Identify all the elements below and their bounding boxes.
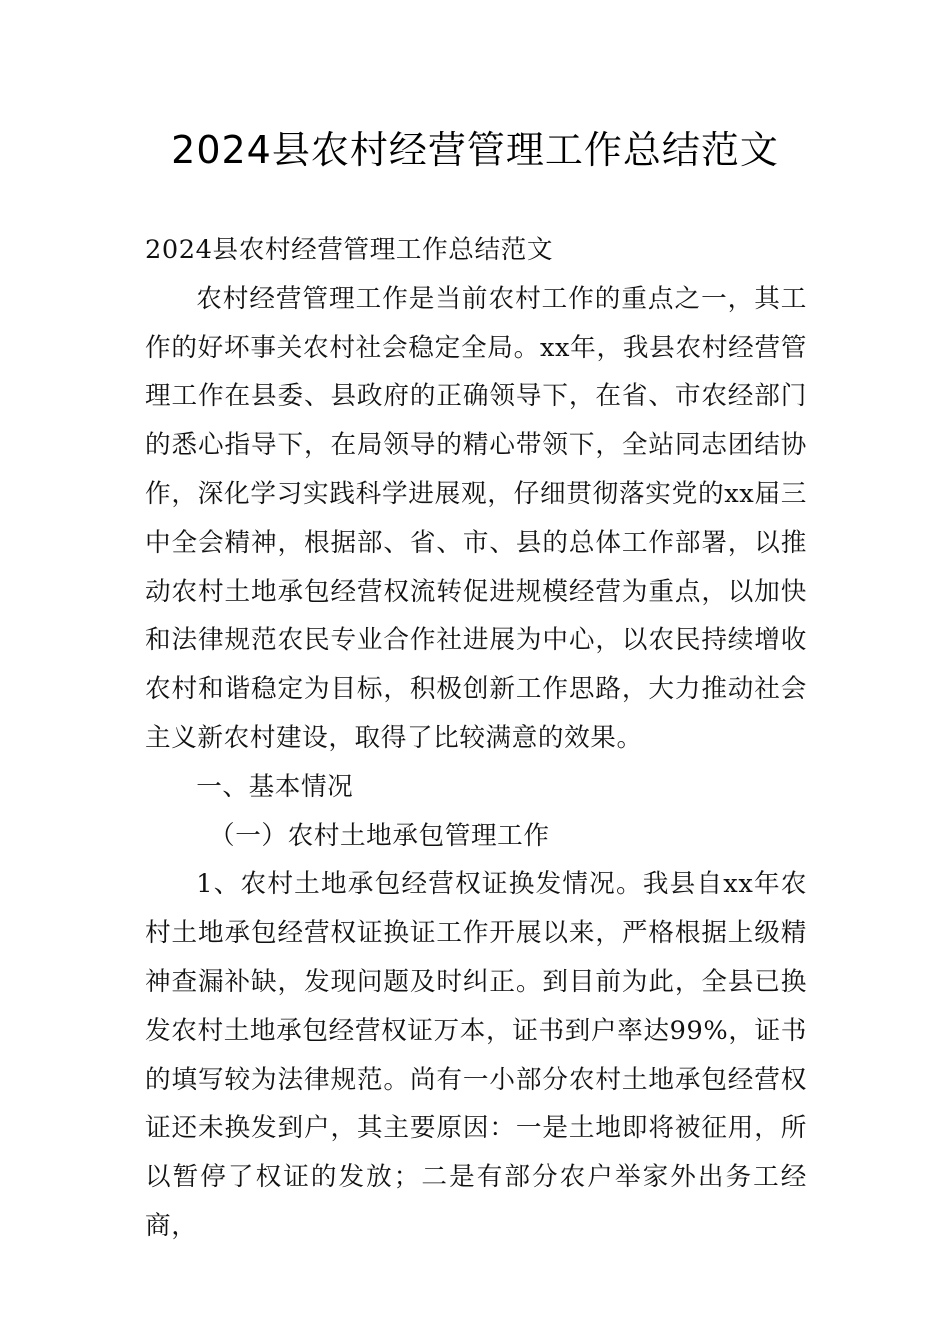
document-subtitle-line: 2024县农村经营管理工作总结范文 <box>145 235 554 265</box>
document-title: 2024县农村经营管理工作总结范文 <box>171 128 779 172</box>
subsection-heading-land-contract: （一）农村土地承包管理工作 <box>209 820 550 851</box>
document-body <box>145 226 807 1251</box>
paragraph-intro: 农村经营管理工作是当前农村工作的重点之一，其工作的好坏事关农村社会稳定全局。xx年，我县农村经营管理工作在县委、县政府的正确领导下，在省、市农经部门的悉心指导下，在局领导的精心带领下，全站同志团结协作，深化学习实践科学进展观，仔细贯彻落实党的xx届三中全会精神，根据部、省、市、县的总体工作部署，以推动农村土地承包经营权流转促进规模经营为重点，以加快和法律规范农民专业合作社进展为中心，以农民持续增收农村和谐稳定为目标，积极创新工作思路，大力推动社会主义新农村建设，取得了比较满意的效果。 <box>145 283 807 753</box>
section-heading-basic-situation: 一、基本情况 <box>196 771 354 802</box>
paragraph-land-certificate: 1、农村土地承包经营权证换发情况。我县自xx年农村土地承包经营权证换证工作开展以来，严格根据上级精神查漏补缺，发现问题及时纠正。到目前为此，全县已换发农村土地承包经营权证万本，证书到户率达99%，证书的填写较为法律规范。尚有一小部分农村土地承包经营权证还未换发到户，其主要原因：一是土地即将被征用，所以暂停了权证的发放；二是有部分农户举家外出务工经商， <box>145 869 807 1241</box>
